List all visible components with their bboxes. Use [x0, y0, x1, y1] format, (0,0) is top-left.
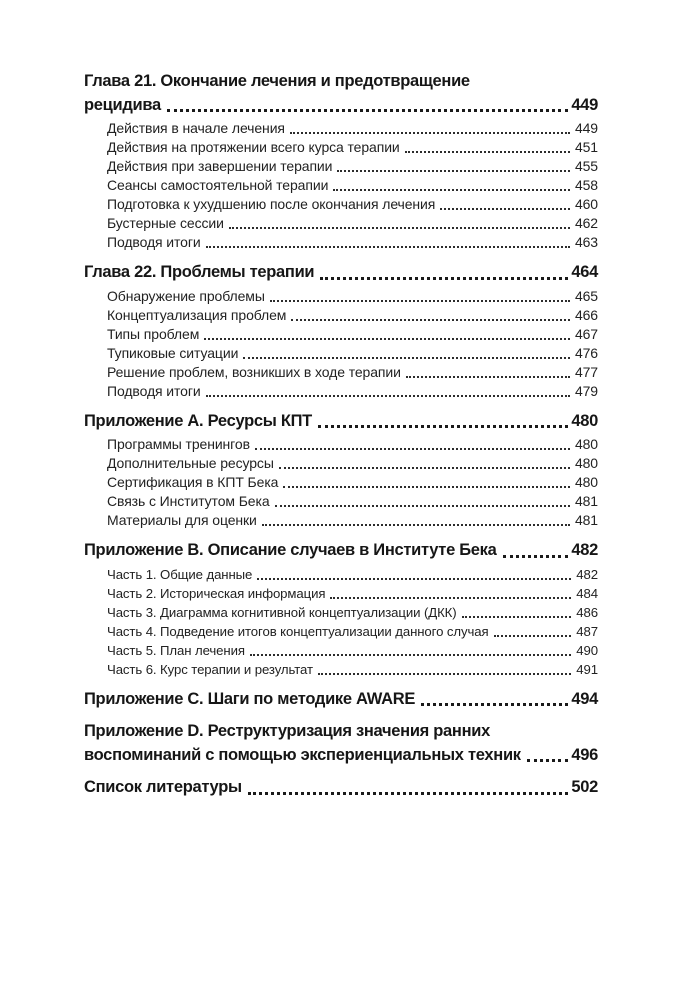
dot-leader	[279, 454, 570, 469]
entry-page-number: 476	[574, 344, 598, 361]
section-heading-row	[84, 539, 598, 563]
entry-label: Сеансы самостоятельной терапии	[107, 177, 329, 193]
section-heading-row	[84, 94, 598, 118]
dot-leader	[494, 622, 572, 637]
dot-leader	[405, 138, 570, 153]
dot-leader	[503, 539, 569, 558]
section-heading-row	[84, 261, 598, 285]
section-page-number: 496	[571, 745, 598, 764]
dot-leader	[270, 287, 570, 302]
section-title: Глава 22. Проблемы терапии	[84, 263, 315, 281]
toc-entry	[107, 233, 598, 252]
toc-entry	[107, 306, 598, 325]
entry-label: Часть 4. Подведение итогов концептуализации данного случая	[107, 623, 489, 639]
section-page-number: 482	[571, 541, 598, 559]
entry-label: Тупиковые ситуации	[107, 344, 239, 361]
entry-label: Действия на протяжении всего курса терапии	[107, 139, 400, 155]
toc-entry	[107, 473, 598, 492]
toc-entry	[107, 214, 598, 233]
toc-entry	[107, 382, 598, 401]
entry-label: Часть 2. Историческая информация	[107, 585, 326, 601]
section-heading-row	[84, 776, 598, 800]
entry-label: Программы тренингов	[107, 436, 250, 452]
dot-leader	[255, 435, 570, 450]
entry-page-number: 482	[576, 566, 598, 582]
dot-leader	[262, 511, 570, 526]
entry-page-number: 449	[574, 120, 598, 136]
entry-label: Обнаружение проблемы	[107, 287, 265, 304]
toc-entry	[107, 565, 598, 584]
entry-label: Сертификация в КПТ Бека	[107, 474, 279, 490]
section-items	[84, 287, 598, 401]
toc-entry	[107, 492, 598, 511]
section-page-number: 494	[571, 689, 598, 708]
dot-leader	[527, 744, 569, 763]
entry-page-number: 487	[576, 623, 598, 639]
dot-leader	[283, 473, 570, 488]
toc-section	[84, 720, 598, 767]
dot-leader	[406, 363, 570, 378]
section-heading-row	[84, 688, 598, 712]
entry-page-number: 481	[574, 512, 598, 528]
entry-page-number: 465	[574, 287, 598, 304]
dot-leader	[257, 565, 571, 580]
entry-page-number: 490	[576, 642, 598, 658]
toc-entry	[107, 641, 598, 660]
toc-entry	[107, 176, 598, 195]
section-page-number: 502	[571, 778, 598, 796]
toc-section	[84, 776, 598, 800]
dot-leader	[206, 382, 570, 397]
section-title: рецидива	[84, 95, 161, 114]
dot-leader	[204, 325, 570, 340]
section-page-number: 480	[571, 411, 598, 430]
section-heading-row	[84, 744, 598, 768]
entry-page-number: 479	[574, 382, 598, 399]
toc-section	[84, 261, 598, 401]
dot-leader	[333, 176, 570, 191]
entry-page-number: 477	[574, 363, 598, 380]
dot-leader	[275, 492, 570, 507]
dot-leader	[318, 410, 568, 429]
entry-page-number: 484	[576, 585, 598, 601]
toc-section	[84, 410, 598, 531]
entry-page-number: 480	[574, 474, 598, 490]
section-title: воспоминаний с помощью экспериенциальных техник	[84, 745, 521, 764]
toc-section	[84, 70, 598, 252]
section-items	[84, 435, 598, 530]
toc-entry	[107, 325, 598, 344]
toc-section	[84, 539, 598, 679]
dot-leader	[330, 584, 571, 599]
section-title-first-line: Приложение D. Реструктуризация значения ранних	[84, 722, 490, 740]
toc-entry	[107, 584, 598, 603]
section-title: Список литературы	[84, 778, 242, 796]
toc-entry	[107, 138, 598, 157]
dot-leader	[320, 261, 568, 280]
dot-leader	[440, 195, 570, 210]
toc-entry	[107, 287, 598, 306]
entry-label: Концептуализация проблем	[107, 306, 287, 323]
section-items	[84, 119, 598, 252]
entry-label: Бустерные сессии	[107, 215, 224, 231]
entry-page-number: 462	[574, 215, 598, 231]
entry-label: Часть 6. Курс терапии и результат	[107, 661, 313, 677]
entry-label: Часть 3. Диаграмма когнитивной концептуализации (ДКК)	[107, 604, 457, 620]
toc-entry	[107, 157, 598, 176]
toc-entry	[107, 603, 598, 622]
section-title: Приложение A. Ресурсы КПТ	[84, 411, 312, 430]
section-heading-row	[84, 410, 598, 434]
entry-page-number: 451	[574, 139, 598, 155]
dot-leader	[290, 119, 570, 134]
toc-entry	[107, 363, 598, 382]
toc-entry	[107, 454, 598, 473]
entry-label: Подводя итоги	[107, 382, 201, 399]
entry-label: Подготовка к ухудшению после окончания лечения	[107, 196, 436, 212]
entry-label: Решение проблем, возникших в ходе терапии	[107, 363, 401, 380]
entry-label: Действия в начале лечения	[107, 120, 285, 136]
toc-entry	[107, 119, 598, 138]
entry-label: Типы проблем	[107, 325, 200, 342]
entry-page-number: 491	[576, 661, 598, 677]
entry-page-number: 480	[574, 455, 598, 471]
toc-entry	[107, 622, 598, 641]
section-title: Приложение B. Описание случаев в Институте Бека	[84, 541, 497, 559]
dot-leader	[229, 214, 570, 229]
section-page-number: 449	[571, 95, 598, 114]
entry-page-number: 455	[574, 158, 598, 174]
entry-label: Часть 1. Общие данные	[107, 566, 253, 582]
toc-entry	[107, 344, 598, 363]
entry-label: Связь с Институтом Бека	[107, 493, 270, 509]
dot-leader	[318, 660, 571, 675]
section-title: Приложение C. Шаги по методике AWARE	[84, 689, 416, 708]
entry-page-number: 458	[574, 177, 598, 193]
dot-leader	[167, 94, 568, 113]
dot-leader	[337, 157, 570, 172]
entry-page-number: 480	[574, 436, 598, 452]
entry-label: Подводя итоги	[107, 234, 201, 250]
dot-leader	[462, 603, 572, 618]
dot-leader	[243, 344, 570, 359]
section-page-number: 464	[571, 263, 598, 281]
toc-entry	[107, 435, 598, 454]
toc-section	[84, 688, 598, 712]
entry-page-number: 481	[574, 493, 598, 509]
dot-leader	[291, 306, 570, 321]
dot-leader	[421, 688, 568, 707]
toc-entry	[107, 511, 598, 530]
entry-page-number: 486	[576, 604, 598, 620]
toc-entry	[107, 660, 598, 679]
entry-page-number: 467	[574, 325, 598, 342]
entry-page-number: 463	[574, 234, 598, 250]
table-of-contents	[84, 70, 598, 800]
entry-label: Материалы для оценки	[107, 512, 257, 528]
entry-label: Дополнительные ресурсы	[107, 455, 274, 471]
dot-leader	[206, 233, 570, 248]
entry-label: Действия при завершении терапии	[107, 158, 333, 174]
entry-page-number: 466	[574, 306, 598, 323]
toc-entry	[107, 195, 598, 214]
entry-page-number: 460	[574, 196, 598, 212]
dot-leader	[250, 641, 571, 656]
dot-leader	[248, 776, 569, 795]
entry-label: Часть 5. План лечения	[107, 642, 245, 658]
section-items	[84, 565, 598, 679]
section-title-first-line: Глава 21. Окончание лечения и предотвращение	[84, 72, 470, 90]
